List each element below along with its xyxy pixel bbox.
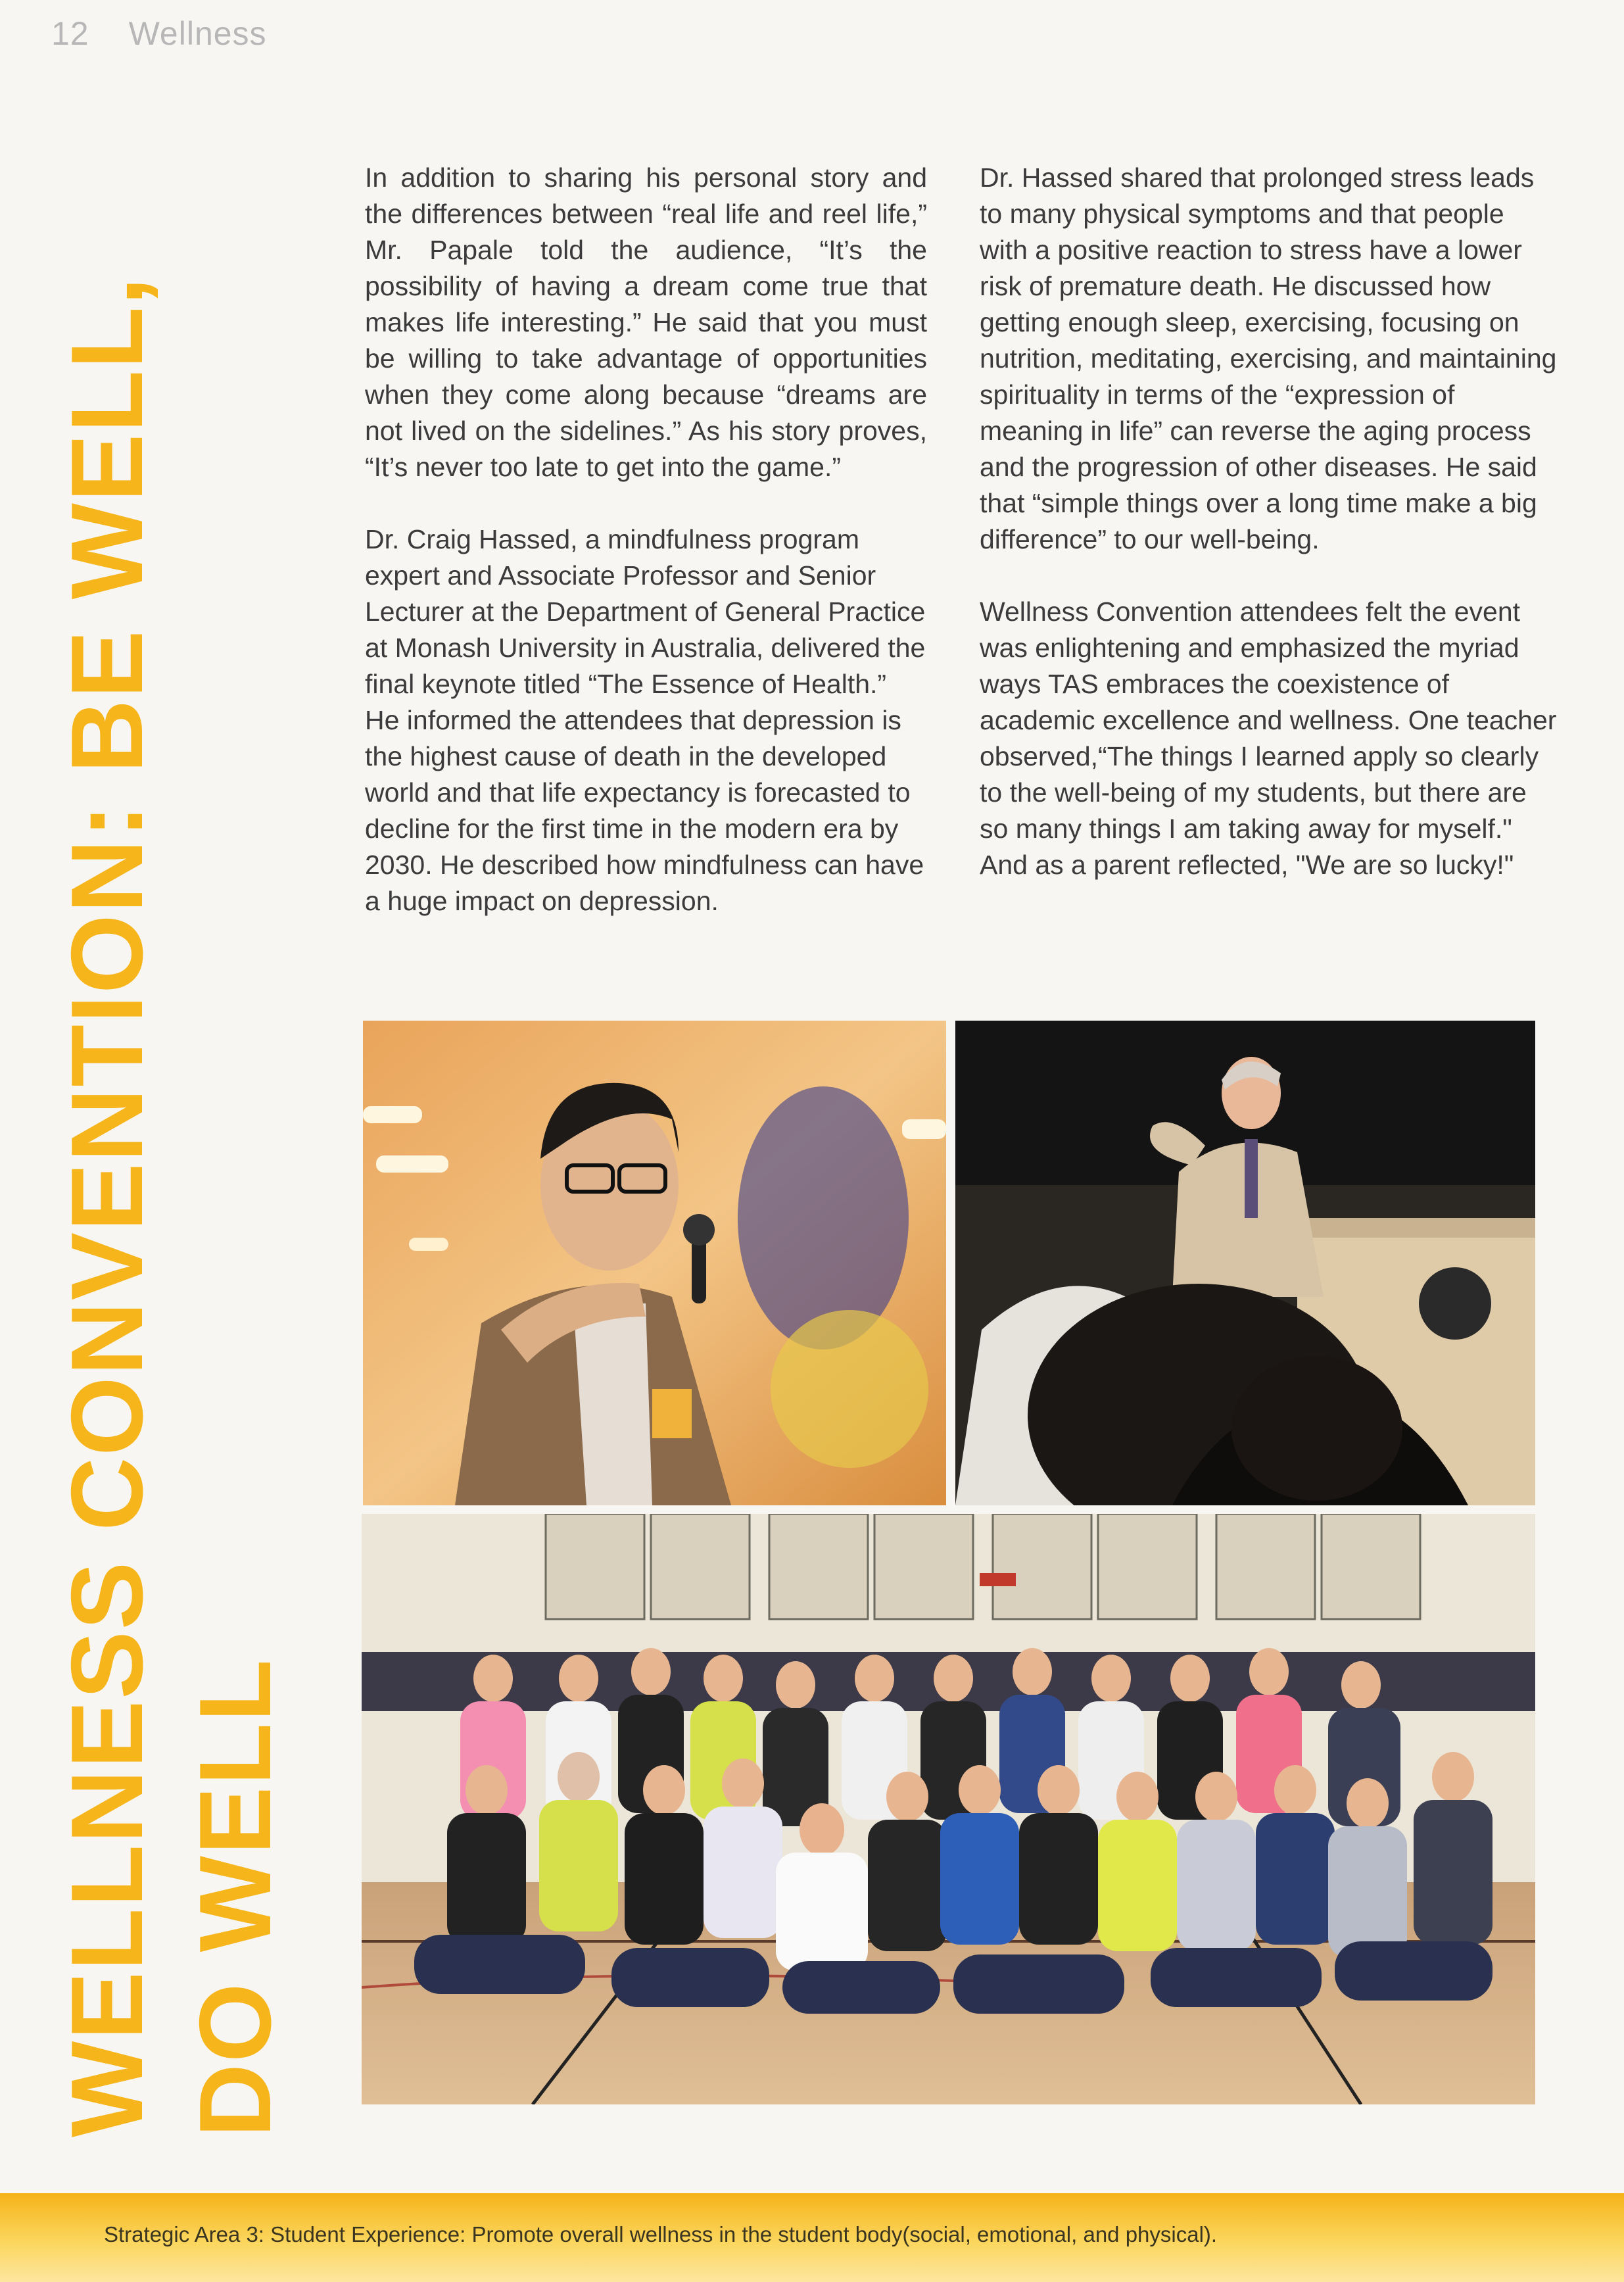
page-number: 12: [51, 15, 89, 52]
page-title-line-1: WELLNESS CONVENTION: BE WELL,: [50, 276, 164, 2137]
footer-banner: [0, 2193, 1624, 2282]
running-header: [51, 14, 267, 53]
paragraph-papale: In addition to sharing his personal story and the differences between “real life and reel life,” Mr. Papale told the audience, “It’s the possibility of having a dream come true that makes life interesting.” He said that you must be willing to take advantage of opportunities when they come along because “dreams are not lived on the sidelines.” As his story proves, “It’s never too late to get into the game.”: [365, 162, 927, 482]
group-photo-gym: [362, 1514, 1535, 2104]
section-name: Wellness: [128, 15, 267, 52]
paragraph-hassed-stress: Dr. Hassed shared that prolonged stress leads to many physical symptoms and that people with a positive reaction to stress have a lower risk of premature death. He discussed how getting enough sleep, exercising, focusing on nutrition, meditating, exercising, and maintaining spirituality in terms of the “expression of meaning in life” can reverse the aging process and the progression of other diseases. He said that “simple things over a long time make a big difference” to our well-being.: [980, 162, 1557, 554]
speaker-with-microphone-photo: [363, 1021, 946, 1505]
article-left-column: [365, 160, 927, 956]
article-right-column: [980, 160, 1558, 919]
speaker-at-podium-photo: [955, 1021, 1535, 1505]
paragraph-hassed-intro: Dr. Craig Hassed, a mindfulness program expert and Associate Professor and Senior Lecturer at the Department of General Practice at Monash University in Australia, delivered the final keynote titled “The Essence of Health.” He informed the attendees that depression is the highest cause of death in the developed world and that life expectancy is forecasted to decline for the first time in the modern era by 2030. He described how mindfulness can have a huge impact on depression.: [365, 524, 926, 916]
footer-text: Strategic Area 3: Student Experience: Promote overall wellness in the student body(social, emotional, and physical).: [104, 2222, 1218, 2246]
page-title-line-2: DO WELL: [178, 1658, 292, 2137]
paragraph-attendees: Wellness Convention attendees felt the event was enlightening and emphasized the myriad ways TAS embraces the coexistence of academic excellence and wellness. One teacher observed,“The things I learned apply so clearly to the well-being of my students, but there are so many things I am taking away for myself." And as a parent reflected, "We are so lucky!": [980, 596, 1557, 880]
